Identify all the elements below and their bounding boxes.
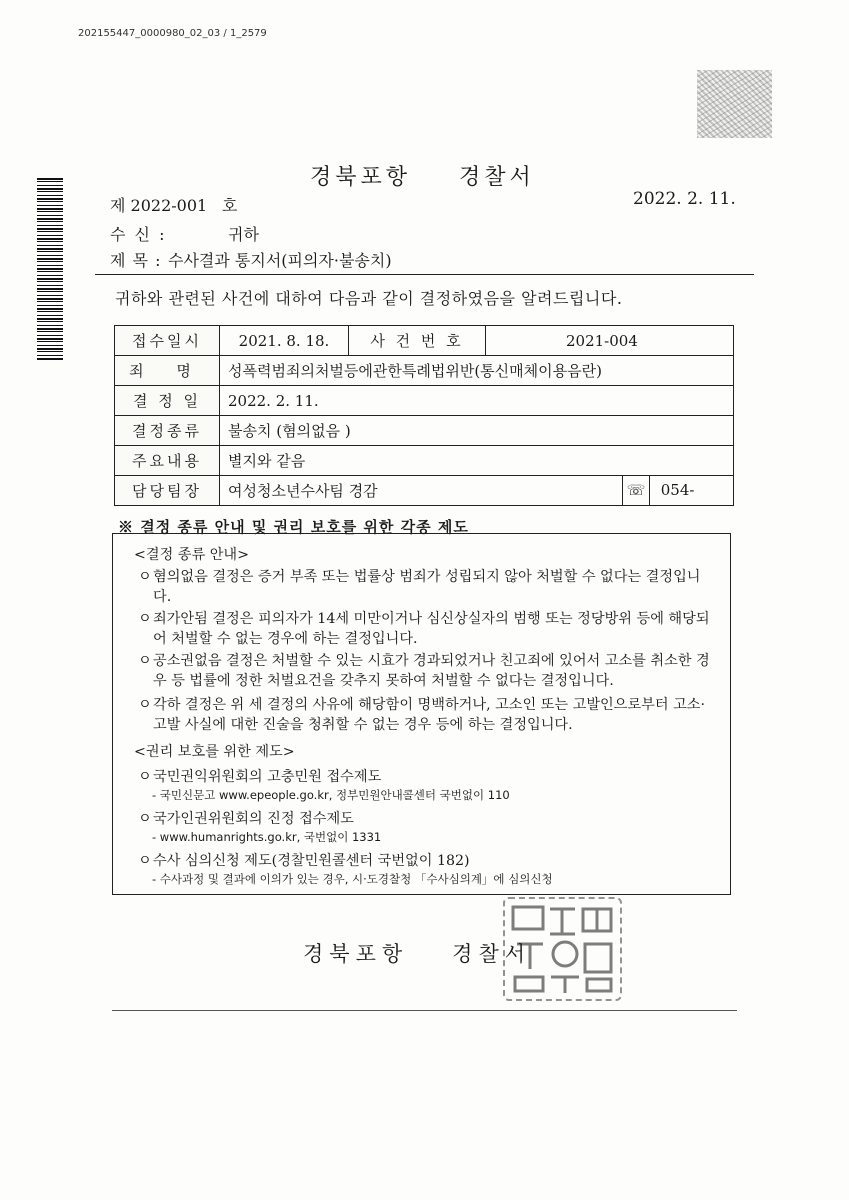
- charge-label: 죄 명: [115, 356, 220, 386]
- list-item: ㅇ각하 결정은 위 세 결정의 사유에 해당함이 명백하거나, 고소인 또는 고발인으로부터 고소·고발 사실에 대한 진술을 청취할 수 없는 경우 등에 하는 결정입니다.: [138, 697, 706, 733]
- footer-agency: [303, 938, 531, 968]
- footer-agency-part2: 경찰서: [452, 942, 532, 966]
- summary-value: 별지와 같음: [220, 446, 734, 476]
- agency-name-part2: 경찰서: [459, 165, 535, 190]
- case-info-table: [114, 325, 734, 506]
- team-value: 여성청소년수사팀 경감: [220, 476, 623, 506]
- phone-icon: ☏: [623, 476, 650, 505]
- document-date: 2022. 2. 11.: [633, 189, 736, 209]
- list-item-detail: - 수사과정 및 결과에 이의가 있는 경우, 시·도경찰청 「수사심의계」에 심의신청: [152, 872, 553, 886]
- footer-divider: [112, 1010, 737, 1011]
- decision-date-value: 2022. 2. 11.: [220, 386, 734, 416]
- list-item: ㅇ공소권없음 결정은 처벌할 수 있는 시효가 경과되었거나 친고죄에 있어서 고소를 취소한 경우 등 법률에 정한 처벌요건을 갖추지 못하여 처벌할 수 없다는 결정입니다.: [138, 653, 710, 689]
- barcode: [37, 178, 63, 360]
- summary-label: 주요내용: [115, 446, 220, 476]
- table-row: [115, 416, 734, 446]
- received-date-value: 2021. 8. 18.: [220, 326, 349, 356]
- document-number: 제 2022-001: [110, 196, 208, 215]
- list-item-detail: - www.humanrights.go.kr, 국번없이 1331: [152, 830, 382, 844]
- subject-value: 수사결과 통지서(피의자·불송치): [168, 251, 392, 270]
- case-number-value: 2021-004: [486, 326, 734, 356]
- charge-value: 성폭력범죄의처벌등에관한특례법위반(통신매체이용음란): [220, 356, 734, 386]
- list-item: ㅇ수사 심의신청 제도(경찰민원콜센터 국번없이 182): [138, 853, 470, 869]
- agency-name-part1: 경북포항: [310, 165, 412, 190]
- guide-title: ※ 결정 종류 안내 및 권리 보호를 위한 각종 제도: [118, 518, 469, 536]
- recipient-value: 귀하: [228, 225, 259, 244]
- team-label: 담당팀장: [115, 476, 220, 506]
- subject-label: 제 목 :: [110, 251, 162, 270]
- table-row: [115, 446, 734, 476]
- decision-date-label: 결 정 일: [115, 386, 220, 416]
- list-item: ㅇ죄가안됨 결정은 피의자가 14세 미만이거나 심신상실자의 범행 또는 정당방위 등에 해당되어 처벌할 수 없는 경우에 하는 결정입니다.: [138, 611, 710, 647]
- table-row: [115, 476, 734, 506]
- decision-type-label: 결정종류: [115, 416, 220, 446]
- recipient-label: 수 신 :: [110, 225, 167, 244]
- footer-agency-part1: 경북포항: [303, 942, 409, 966]
- header-divider: [95, 274, 754, 275]
- document-id: 202155447_0000980_02_03 / 1_2579: [78, 28, 267, 39]
- document-number-suffix: 호: [222, 196, 238, 215]
- decision-section-title: <결정 종류 안내>: [134, 547, 250, 563]
- received-date-label: 접수일시: [115, 326, 220, 356]
- agency-title: [310, 160, 535, 191]
- list-item: ㅇ국가인권위원회의 진정 접수제도: [138, 811, 354, 827]
- phone-value: 054-: [660, 481, 695, 499]
- rights-section-title: <권리 보호를 위한 제도>: [134, 744, 295, 760]
- qr-code: [697, 70, 772, 138]
- table-row: [115, 356, 734, 386]
- official-seal: [503, 897, 622, 1001]
- intro-text: 귀하와 관련된 사건에 대하여 다음과 같이 결정하였음을 알려드립니다.: [115, 289, 623, 308]
- table-row: [115, 326, 734, 356]
- table-row: [115, 386, 734, 416]
- list-item: ㅇ국민권익위원회의 고충민원 접수제도: [138, 769, 382, 785]
- list-item: ㅇ혐의없음 결정은 증거 부족 또는 법률상 범죄가 성립되지 않아 처벌할 수 없다는 결정입니다.: [138, 569, 701, 605]
- case-number-label: 사 건 번 호: [349, 326, 486, 356]
- list-item-detail: - 국민신문고 www.epeople.go.kr, 정부민원안내콜센터 국번없이 110: [152, 788, 510, 802]
- decision-type-value: 불송치 (혐의없음 ): [220, 416, 734, 446]
- phone-cell: [622, 476, 733, 506]
